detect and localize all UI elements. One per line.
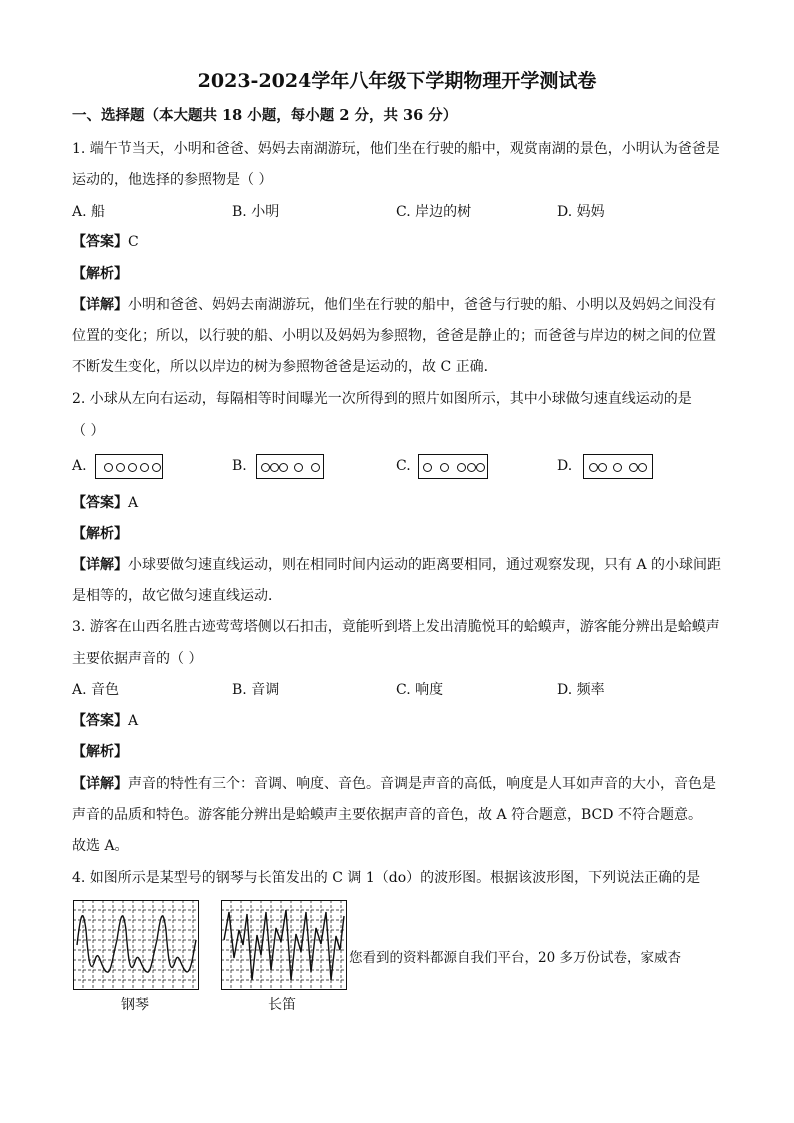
q3-detail-text-1: 声音的特性有三个：音调、响度、音色。音调是声音的高低，响度是人耳如声音的大小，音色是 bbox=[128, 776, 716, 792]
answer-label: 【答案】 bbox=[72, 713, 128, 729]
detail-label: 【详解】 bbox=[72, 297, 128, 313]
watermark-text: 您看到的资料都源自我们平台，20 多万份试卷，家威杏 bbox=[349, 950, 681, 966]
ball-icon bbox=[152, 463, 161, 472]
q1-detail-line-1 bbox=[72, 295, 716, 315]
ball-icon bbox=[423, 463, 432, 472]
ball-icon bbox=[467, 463, 476, 472]
q2-answer bbox=[72, 493, 138, 513]
q2-stem-line-2: （ ） bbox=[72, 423, 105, 439]
ball-icon bbox=[294, 463, 303, 472]
q2-stem-line-1: 2. 小球从左向右运动，每隔相等时间曝光一次所得到的照片如图所示，其中小球做匀速直线运动的是 bbox=[72, 391, 692, 407]
q1-detail-line-3: 不断发生变化，所以以岸边的树为参照物爸爸是运动的，故 C 正确． bbox=[72, 359, 498, 375]
ball-icon bbox=[440, 463, 449, 472]
ball-icon bbox=[311, 463, 320, 472]
answer-label: 【答案】 bbox=[72, 495, 128, 511]
q3-stem-line-2: 主要依据声音的（ ） bbox=[72, 651, 203, 667]
detail-label: 【详解】 bbox=[72, 776, 128, 792]
q3-detail-line-1 bbox=[72, 774, 716, 794]
ball-icon bbox=[279, 463, 288, 472]
q2-answer-value: A bbox=[128, 495, 139, 511]
q1-answer bbox=[72, 232, 139, 252]
ball-icon bbox=[116, 463, 125, 472]
q4-stem-line-1: 4. 如图所示是某型号的钢琴与长笛发出的 C 调 1（do）的波形图。根据该波形图，下列说法正确的是 bbox=[72, 870, 701, 886]
piano-wave-line bbox=[77, 916, 196, 972]
q3-option-a: A. 音色 bbox=[72, 682, 120, 698]
ball-icon bbox=[270, 463, 279, 472]
q3-option-b: B. 音调 bbox=[232, 682, 280, 698]
ball-icon bbox=[261, 463, 270, 472]
q2-analysis-label: 【解析】 bbox=[72, 526, 128, 542]
q3-stem-line-1: 3. 游客在山西名胜古迹莺莺塔侧以石扣击，竟能听到塔上发出清脆悦耳的蛤蟆声，游客能分辨出是蛤蟆声 bbox=[72, 619, 720, 635]
q2-photo-b bbox=[256, 454, 324, 479]
q2-option-b-label: B. bbox=[232, 458, 247, 474]
ball-icon bbox=[598, 463, 607, 472]
q1-analysis-label: 【解析】 bbox=[72, 266, 128, 282]
flute-waveform-figure bbox=[221, 900, 347, 990]
q3-detail-line-2: 声音的品质和特色。游客能分辨出是蛤蟆声主要依据声音的音色，故 A 符合题意，BCD 不符合题意。 bbox=[72, 807, 702, 823]
ball-icon bbox=[140, 463, 149, 472]
q1-detail-text-1: 小明和爸爸、妈妈去南湖游玩，他们坐在行驶的船中，爸爸与行驶的船、小明以及妈妈之间没有 bbox=[128, 297, 716, 313]
section-heading: 一、选择题（本大题共 18 小题，每小题 2 分，共 36 分） bbox=[72, 107, 458, 124]
q2-photo-a bbox=[95, 454, 163, 479]
q1-stem-line-2: 运动的，他选择的参照物是（ ） bbox=[72, 172, 273, 188]
q2-option-a-label: A. bbox=[72, 458, 87, 474]
q1-option-b: B. 小明 bbox=[232, 204, 280, 220]
q2-detail-line-1 bbox=[72, 555, 721, 575]
q2-photo-c bbox=[418, 454, 488, 479]
flute-wave-line bbox=[224, 910, 344, 980]
q1-detail-line-2: 位置的变化；所以，以行驶的船、小明以及妈妈为参照物，爸爸是静止的；而爸爸与岸边的树之间的位置 bbox=[72, 328, 716, 344]
ball-icon bbox=[457, 463, 466, 472]
ball-icon bbox=[613, 463, 622, 472]
q1-option-d: D. 妈妈 bbox=[557, 204, 605, 220]
q3-answer bbox=[72, 711, 138, 731]
q3-option-c: C. 响度 bbox=[396, 682, 444, 698]
q3-answer-value: A bbox=[128, 713, 139, 729]
flute-label: 长笛 bbox=[268, 997, 296, 1013]
q2-option-d-label: D. bbox=[557, 458, 573, 474]
ball-icon bbox=[128, 463, 137, 472]
ball-icon bbox=[104, 463, 113, 472]
q1-stem-line-1: 1. 端午节当天，小明和爸爸、妈妈去南湖游玩，他们坐在行驶的船中，观赏南湖的景色，小明认为爸爸是 bbox=[72, 141, 720, 157]
detail-label: 【详解】 bbox=[72, 557, 128, 573]
q3-detail-line-3: 故选 A。 bbox=[72, 838, 129, 854]
q2-detail-text-1: 小球要做匀速直线运动，则在相同时间内运动的距离要相同，通过观察发现，只有 A 的小球间距 bbox=[128, 557, 722, 573]
q1-option-a: A. 船 bbox=[72, 204, 106, 220]
q3-option-d: D. 频率 bbox=[557, 682, 605, 698]
q2-option-c-label: C. bbox=[396, 458, 411, 474]
ball-icon bbox=[638, 463, 647, 472]
piano-waveform-figure bbox=[73, 900, 199, 990]
q1-answer-value: C bbox=[128, 234, 139, 250]
ball-icon bbox=[629, 463, 638, 472]
q1-option-c: C. 岸边的树 bbox=[396, 204, 472, 220]
q2-detail-line-2: 是相等的，故它做匀速直线运动． bbox=[72, 588, 282, 604]
answer-label: 【答案】 bbox=[72, 234, 128, 250]
ball-icon bbox=[476, 463, 485, 472]
ball-icon bbox=[589, 463, 598, 472]
page-title: 2023-2024学年八年级下学期物理开学测试卷 bbox=[197, 70, 597, 92]
q3-analysis-label: 【解析】 bbox=[72, 744, 128, 760]
piano-label: 钢琴 bbox=[121, 997, 149, 1013]
q2-photo-d bbox=[583, 454, 653, 479]
